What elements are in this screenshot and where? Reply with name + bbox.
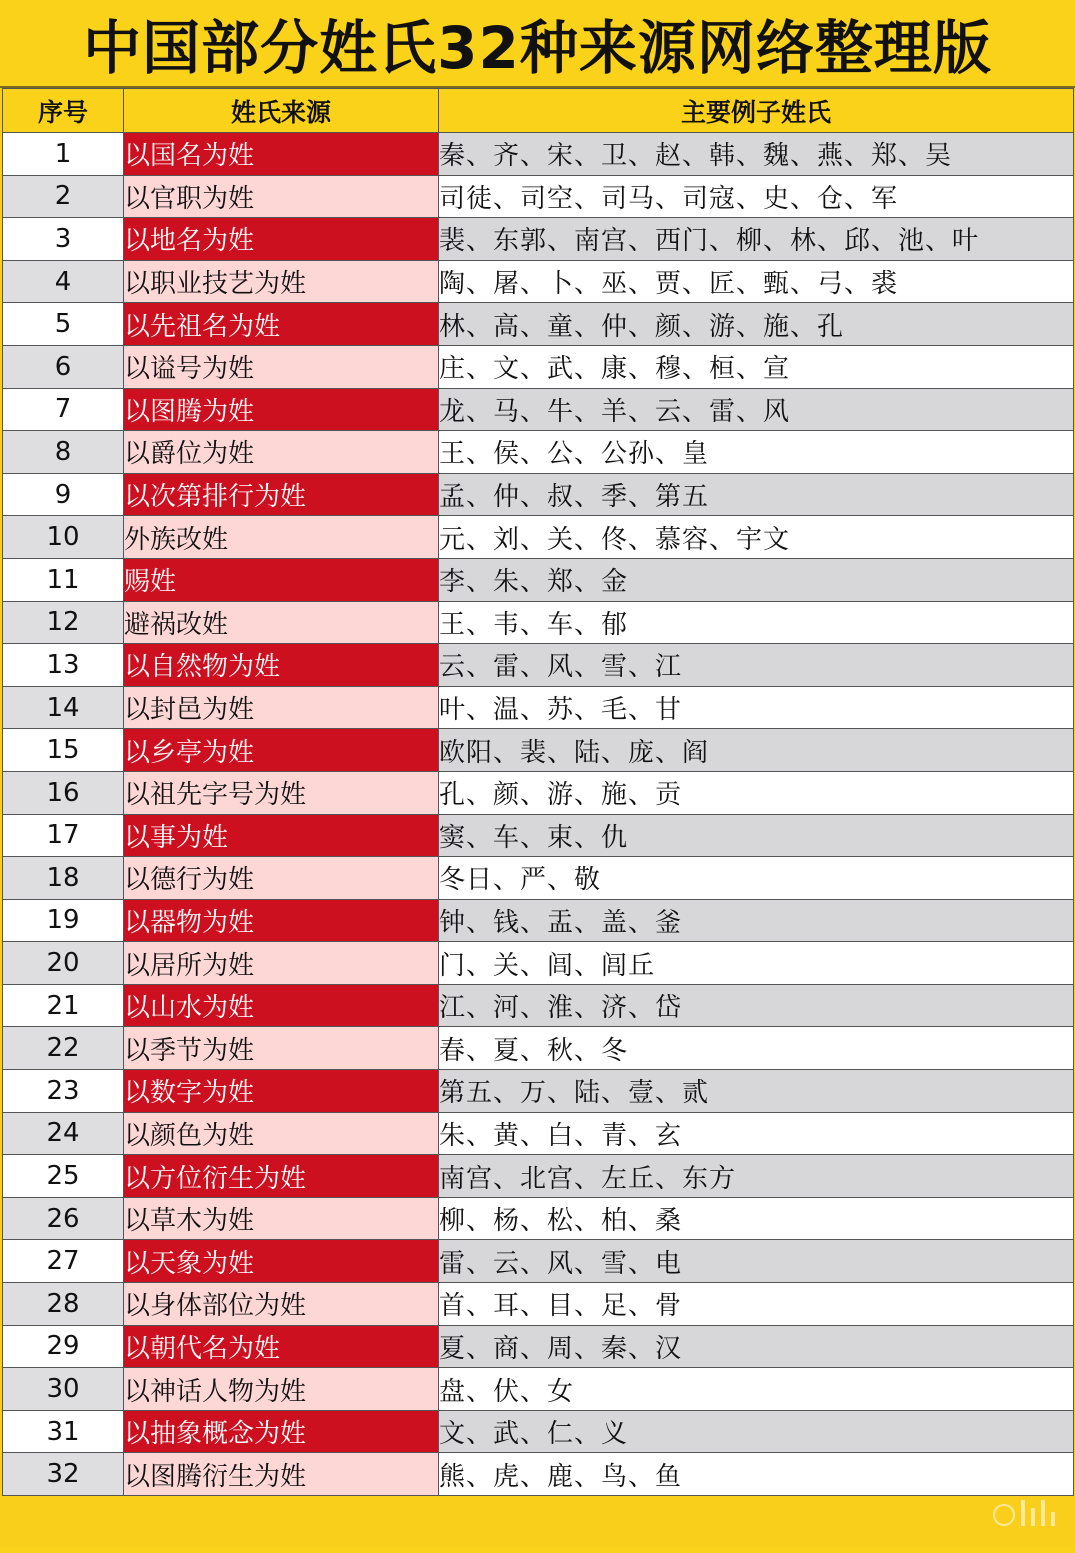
row-examples: 陶、屠、卜、巫、贾、匠、甄、弓、裘	[439, 260, 1074, 303]
row-number: 31	[3, 1410, 124, 1453]
row-examples: 文、武、仁、义	[439, 1410, 1074, 1453]
row-examples: 庄、文、武、康、穆、桓、宣	[439, 345, 1074, 388]
row-number: 19	[3, 899, 124, 942]
table-row	[3, 516, 1074, 559]
row-examples: 李、朱、郑、金	[439, 558, 1074, 601]
table-row	[3, 942, 1074, 985]
row-source: 以自然物为姓	[124, 644, 439, 687]
row-examples: 柳、杨、松、柏、桑	[439, 1197, 1074, 1240]
row-examples: 龙、马、牛、羊、云、雷、风	[439, 388, 1074, 431]
table-row	[3, 1155, 1074, 1198]
table-row	[3, 133, 1074, 176]
row-source: 以身体部位为姓	[124, 1283, 439, 1326]
row-examples: 南宫、北宫、左丘、东方	[439, 1155, 1074, 1198]
table-row	[3, 388, 1074, 431]
table-row	[3, 1368, 1074, 1411]
table-row	[3, 1453, 1074, 1496]
row-source: 以器物为姓	[124, 899, 439, 942]
row-examples: 欧阳、裴、陆、庞、阎	[439, 729, 1074, 772]
table-row	[3, 1283, 1074, 1326]
row-examples: 雷、云、风、雪、电	[439, 1240, 1074, 1283]
row-source: 以颜色为姓	[124, 1112, 439, 1155]
row-examples: 云、雷、风、雪、江	[439, 644, 1074, 687]
row-number: 14	[3, 686, 124, 729]
row-source: 以国名为姓	[124, 133, 439, 176]
row-number: 16	[3, 771, 124, 814]
table-row	[3, 1197, 1074, 1240]
row-source: 避祸改姓	[124, 601, 439, 644]
row-source: 以季节为姓	[124, 1027, 439, 1070]
header-examples: 主要例子姓氏	[439, 89, 1074, 133]
table-row	[3, 345, 1074, 388]
row-source: 以神话人物为姓	[124, 1368, 439, 1411]
table-row	[3, 1410, 1074, 1453]
row-number: 2	[3, 175, 124, 218]
table-row	[3, 771, 1074, 814]
row-number: 12	[3, 601, 124, 644]
row-source: 以祖先字号为姓	[124, 771, 439, 814]
table-header-row	[3, 89, 1074, 133]
row-number: 32	[3, 1453, 124, 1496]
row-examples: 窦、车、束、仇	[439, 814, 1074, 857]
row-source: 以抽象概念为姓	[124, 1410, 439, 1453]
table-row	[3, 1027, 1074, 1070]
row-number: 1	[3, 133, 124, 176]
row-number: 15	[3, 729, 124, 772]
row-examples: 叶、温、苏、毛、甘	[439, 686, 1074, 729]
row-number: 4	[3, 260, 124, 303]
row-source: 以地名为姓	[124, 218, 439, 261]
table-row	[3, 1240, 1074, 1283]
row-number: 18	[3, 857, 124, 900]
table-row	[3, 814, 1074, 857]
row-source: 以草木为姓	[124, 1197, 439, 1240]
table-row	[3, 1070, 1074, 1113]
row-number: 29	[3, 1325, 124, 1368]
header-number: 序号	[3, 89, 124, 133]
row-source: 以爵位为姓	[124, 431, 439, 474]
row-source: 以图腾衍生为姓	[124, 1453, 439, 1496]
row-examples: 门、关、闾、闾丘	[439, 942, 1074, 985]
row-examples: 孟、仲、叔、季、第五	[439, 473, 1074, 516]
row-number: 24	[3, 1112, 124, 1155]
table-row	[3, 686, 1074, 729]
row-examples: 江、河、淮、济、岱	[439, 984, 1074, 1027]
row-source: 以职业技艺为姓	[124, 260, 439, 303]
table-row	[3, 558, 1074, 601]
row-source: 以官职为姓	[124, 175, 439, 218]
row-number: 7	[3, 388, 124, 431]
row-examples: 第五、万、陆、壹、贰	[439, 1070, 1074, 1113]
row-source: 以谥号为姓	[124, 345, 439, 388]
row-number: 10	[3, 516, 124, 559]
table-row	[3, 1112, 1074, 1155]
row-number: 30	[3, 1368, 124, 1411]
row-examples: 孔、颜、游、施、贡	[439, 771, 1074, 814]
row-source: 以次第排行为姓	[124, 473, 439, 516]
table-row	[3, 1325, 1074, 1368]
row-number: 22	[3, 1027, 124, 1070]
table-row	[3, 218, 1074, 261]
row-source: 以山水为姓	[124, 984, 439, 1027]
row-examples: 春、夏、秋、冬	[439, 1027, 1074, 1070]
table-row	[3, 260, 1074, 303]
row-source: 以居所为姓	[124, 942, 439, 985]
row-number: 26	[3, 1197, 124, 1240]
table-row	[3, 899, 1074, 942]
watermark-bar-icon	[1021, 1500, 1025, 1526]
header-source: 姓氏来源	[124, 89, 439, 133]
row-examples: 冬日、严、敬	[439, 857, 1074, 900]
row-source: 以乡亭为姓	[124, 729, 439, 772]
row-number: 28	[3, 1283, 124, 1326]
row-examples: 元、刘、关、佟、慕容、宇文	[439, 516, 1074, 559]
row-number: 8	[3, 431, 124, 474]
row-number: 3	[3, 218, 124, 261]
row-source: 以方位衍生为姓	[124, 1155, 439, 1198]
row-source: 以先祖名为姓	[124, 303, 439, 346]
row-source: 以天象为姓	[124, 1240, 439, 1283]
watermark-bar-icon	[1051, 1512, 1055, 1526]
row-examples: 钟、钱、盂、盖、釜	[439, 899, 1074, 942]
row-examples: 朱、黄、白、青、玄	[439, 1112, 1074, 1155]
row-number: 23	[3, 1070, 124, 1113]
table-row	[3, 473, 1074, 516]
watermark-bar-icon	[1041, 1500, 1045, 1526]
row-number: 9	[3, 473, 124, 516]
table-row	[3, 601, 1074, 644]
row-source: 以数字为姓	[124, 1070, 439, 1113]
page-title: 中国部分姓氏32种来源网络整理版	[83, 14, 992, 82]
table-row	[3, 431, 1074, 474]
row-examples: 王、侯、公、公孙、皇	[439, 431, 1074, 474]
row-examples: 王、韦、车、郁	[439, 601, 1074, 644]
bottom-strip	[0, 1546, 1075, 1553]
watermark-logo	[993, 1500, 1055, 1526]
row-examples: 司徒、司空、司马、司寇、史、仓、军	[439, 175, 1074, 218]
row-number: 11	[3, 558, 124, 601]
table-row	[3, 729, 1074, 772]
table-row	[3, 857, 1074, 900]
row-examples: 裴、东郭、南宫、西门、柳、林、邱、池、叶	[439, 218, 1074, 261]
surname-table	[2, 88, 1074, 1496]
row-number: 6	[3, 345, 124, 388]
row-number: 27	[3, 1240, 124, 1283]
table-row	[3, 303, 1074, 346]
watermark-circle-icon	[993, 1504, 1015, 1526]
row-source: 以图腾为姓	[124, 388, 439, 431]
row-number: 17	[3, 814, 124, 857]
row-source: 以封邑为姓	[124, 686, 439, 729]
row-examples: 熊、虎、鹿、鸟、鱼	[439, 1453, 1074, 1496]
row-examples: 盘、伏、女	[439, 1368, 1074, 1411]
watermark-bar-icon	[1031, 1508, 1035, 1526]
table-row	[3, 175, 1074, 218]
row-number: 21	[3, 984, 124, 1027]
row-examples: 夏、商、周、秦、汉	[439, 1325, 1074, 1368]
table-row	[3, 984, 1074, 1027]
row-number: 25	[3, 1155, 124, 1198]
row-number: 20	[3, 942, 124, 985]
row-examples: 首、耳、目、足、骨	[439, 1283, 1074, 1326]
row-examples: 秦、齐、宋、卫、赵、韩、魏、燕、郑、吴	[439, 133, 1074, 176]
table-body	[3, 133, 1074, 1496]
title-bar	[0, 0, 1075, 88]
row-source: 以德行为姓	[124, 857, 439, 900]
row-source: 外族改姓	[124, 516, 439, 559]
row-source: 以事为姓	[124, 814, 439, 857]
row-number: 13	[3, 644, 124, 687]
row-source: 以朝代名为姓	[124, 1325, 439, 1368]
row-source: 赐姓	[124, 558, 439, 601]
row-number: 5	[3, 303, 124, 346]
table-row	[3, 644, 1074, 687]
row-examples: 林、高、童、仲、颜、游、施、孔	[439, 303, 1074, 346]
